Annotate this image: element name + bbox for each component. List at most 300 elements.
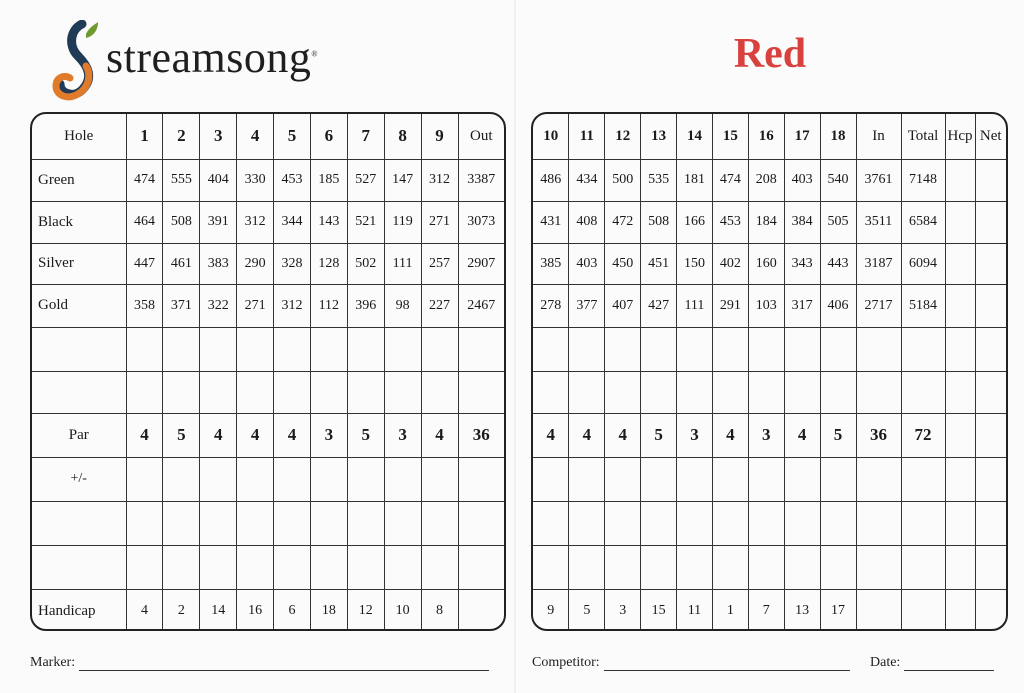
score-cell[interactable]: [820, 457, 856, 501]
par-cell: 5: [163, 413, 200, 457]
score-cell[interactable]: [274, 457, 311, 501]
yardage-cell: 427: [641, 284, 677, 327]
score-cell[interactable]: [384, 327, 421, 371]
tee-label: Silver: [32, 243, 126, 284]
score-cell[interactable]: [237, 327, 274, 371]
hole-number: 15: [712, 114, 748, 159]
yardage-cell: 3511: [856, 201, 901, 243]
front-yardage-row: [32, 159, 504, 201]
tee-label: Green: [32, 159, 126, 201]
score-cell[interactable]: [533, 545, 569, 589]
front-handicap-row: [32, 589, 504, 631]
score-cell[interactable]: [310, 457, 347, 501]
front-blank-row: [32, 327, 504, 371]
score-cell[interactable]: [641, 545, 677, 589]
score-cell[interactable]: [533, 371, 569, 413]
yardage-cell[interactable]: [945, 284, 975, 327]
back-nine-grid: [531, 112, 1008, 631]
score-cell[interactable]: [748, 327, 784, 371]
score-cell[interactable]: [384, 545, 421, 589]
score-cell[interactable]: [712, 545, 748, 589]
score-cell[interactable]: [237, 371, 274, 413]
front-yardage-row: [32, 243, 504, 284]
par-cell: 36: [856, 413, 901, 457]
yardage-cell: 447: [126, 243, 163, 284]
score-cell[interactable]: [975, 501, 1006, 545]
score-cell[interactable]: [347, 371, 384, 413]
hole-label: Hole: [32, 114, 126, 159]
yardage-cell: 540: [820, 159, 856, 201]
back-par-row: [533, 413, 1006, 457]
score-cell[interactable]: [901, 457, 945, 501]
plusminus-label: +/-: [32, 457, 126, 501]
par-cell[interactable]: [975, 413, 1006, 457]
score-cell[interactable]: [421, 545, 458, 589]
back-yardage-row: [533, 284, 1006, 327]
yardage-cell: 383: [200, 243, 237, 284]
hole-number: 7: [347, 114, 384, 159]
score-cell[interactable]: [784, 371, 820, 413]
yardage-cell: 147: [384, 159, 421, 201]
hole-number: 17: [784, 114, 820, 159]
score-cell[interactable]: [641, 327, 677, 371]
yardage-cell: 508: [641, 201, 677, 243]
yardage-cell[interactable]: [975, 284, 1006, 327]
yardage-cell: 278: [533, 284, 569, 327]
score-cell[interactable]: [901, 501, 945, 545]
streamsong-logo: [52, 20, 332, 104]
yardage-cell: 521: [347, 201, 384, 243]
score-cell[interactable]: [32, 545, 126, 589]
score-cell[interactable]: [856, 457, 901, 501]
yardage-cell: 403: [569, 243, 605, 284]
score-cell[interactable]: [458, 457, 504, 501]
handicap-cell: 1: [712, 589, 748, 631]
date-line[interactable]: [904, 670, 994, 671]
score-cell[interactable]: [856, 545, 901, 589]
handicap-cell[interactable]: [901, 589, 945, 631]
par-cell: 4: [126, 413, 163, 457]
hole-number: 9: [421, 114, 458, 159]
score-cell[interactable]: [421, 371, 458, 413]
hole-number: 16: [748, 114, 784, 159]
score-cell[interactable]: [310, 501, 347, 545]
yardage-cell: 474: [126, 159, 163, 201]
par-cell: 3: [748, 413, 784, 457]
back-blank-row: [533, 545, 1006, 589]
score-cell[interactable]: [347, 457, 384, 501]
handicap-cell: 7: [748, 589, 784, 631]
score-cell[interactable]: [347, 501, 384, 545]
score-cell[interactable]: [200, 545, 237, 589]
yardage-cell: 500: [605, 159, 641, 201]
score-cell[interactable]: [856, 371, 901, 413]
score-cell[interactable]: [200, 371, 237, 413]
score-cell[interactable]: [820, 371, 856, 413]
yardage-cell: 328: [274, 243, 311, 284]
handicap-cell: 9: [533, 589, 569, 631]
yardage-cell: 505: [820, 201, 856, 243]
yardage-cell: 312: [237, 201, 274, 243]
handicap-cell: 8: [421, 589, 458, 631]
yardage-cell: 404: [200, 159, 237, 201]
yardage-cell: 6094: [901, 243, 945, 284]
yardage-cell: 128: [310, 243, 347, 284]
marker-field[interactable]: [30, 655, 489, 671]
handicap-cell[interactable]: [856, 589, 901, 631]
competitor-label: Competitor:: [532, 655, 600, 670]
score-cell[interactable]: [856, 327, 901, 371]
par-cell: 4: [784, 413, 820, 457]
front-plusminus-row: [32, 457, 504, 501]
tee-label: Gold: [32, 284, 126, 327]
yardage-cell: 431: [533, 201, 569, 243]
hole-number: Out: [458, 114, 504, 159]
yardage-cell: 290: [237, 243, 274, 284]
back-blank-row: [533, 457, 1006, 501]
score-cell[interactable]: [945, 501, 975, 545]
score-cell[interactable]: [820, 501, 856, 545]
handicap-cell: 13: [784, 589, 820, 631]
score-cell[interactable]: [975, 545, 1006, 589]
par-cell: 5: [820, 413, 856, 457]
yardage-cell: 408: [569, 201, 605, 243]
handicap-cell: 16: [237, 589, 274, 631]
yardage-cell[interactable]: [945, 243, 975, 284]
yardage-cell: 330: [237, 159, 274, 201]
score-cell[interactable]: [384, 371, 421, 413]
hole-number: 2: [163, 114, 200, 159]
yardage-cell: 486: [533, 159, 569, 201]
score-cell[interactable]: [533, 501, 569, 545]
yardage-cell: 150: [677, 243, 713, 284]
yardage-cell[interactable]: [945, 159, 975, 201]
score-cell[interactable]: [163, 457, 200, 501]
yardage-cell: 312: [421, 159, 458, 201]
score-cell[interactable]: [677, 327, 713, 371]
front-blank-row: [32, 371, 504, 413]
yardage-cell: 103: [748, 284, 784, 327]
score-cell[interactable]: [126, 457, 163, 501]
score-cell[interactable]: [975, 457, 1006, 501]
score-cell[interactable]: [856, 501, 901, 545]
par-cell: 4: [237, 413, 274, 457]
score-cell[interactable]: [677, 457, 713, 501]
score-cell[interactable]: [641, 457, 677, 501]
score-cell[interactable]: [945, 327, 975, 371]
front-nine-grid: [30, 112, 506, 631]
front-yardage-row: [32, 284, 504, 327]
score-cell[interactable]: [458, 545, 504, 589]
yardage-cell: 461: [163, 243, 200, 284]
score-cell[interactable]: [975, 327, 1006, 371]
handicap-cell: 6: [274, 589, 311, 631]
score-cell[interactable]: [32, 501, 126, 545]
score-cell[interactable]: [458, 501, 504, 545]
par-cell: 4: [421, 413, 458, 457]
par-label: Par: [32, 413, 126, 457]
handicap-label: Handicap: [32, 589, 126, 631]
yardage-cell: 474: [712, 159, 748, 201]
score-cell[interactable]: [237, 501, 274, 545]
yardage-cell: 453: [712, 201, 748, 243]
handicap-cell[interactable]: [945, 589, 975, 631]
par-cell: 4: [712, 413, 748, 457]
score-cell[interactable]: [901, 371, 945, 413]
score-cell[interactable]: [784, 501, 820, 545]
score-cell[interactable]: [975, 371, 1006, 413]
score-cell[interactable]: [784, 545, 820, 589]
score-cell[interactable]: [163, 327, 200, 371]
yardage-cell: 527: [347, 159, 384, 201]
score-cell[interactable]: [605, 545, 641, 589]
score-cell[interactable]: [569, 327, 605, 371]
back-handicap-row: [533, 589, 1006, 631]
score-cell[interactable]: [274, 501, 311, 545]
back-yardage-row: [533, 159, 1006, 201]
score-cell[interactable]: [748, 371, 784, 413]
yardage-cell: 453: [274, 159, 311, 201]
par-cell: 72: [901, 413, 945, 457]
yardage-cell: 371: [163, 284, 200, 327]
score-cell[interactable]: [605, 501, 641, 545]
handicap-cell: [458, 589, 504, 631]
summary-header: Total: [901, 114, 945, 159]
score-cell[interactable]: [200, 327, 237, 371]
score-cell[interactable]: [421, 501, 458, 545]
yardage-cell: 450: [605, 243, 641, 284]
blank-label-cell[interactable]: [32, 327, 126, 371]
hole-number: 18: [820, 114, 856, 159]
yardage-cell: 535: [641, 159, 677, 201]
handicap-cell: 10: [384, 589, 421, 631]
score-cell[interactable]: [748, 545, 784, 589]
score-cell[interactable]: [712, 457, 748, 501]
par-cell: 4: [274, 413, 311, 457]
tee-title: Red: [733, 31, 807, 77]
score-cell[interactable]: [820, 327, 856, 371]
yardage-cell: 111: [677, 284, 713, 327]
score-cell[interactable]: [569, 457, 605, 501]
yardage-cell: 271: [421, 201, 458, 243]
yardage-cell: 3187: [856, 243, 901, 284]
score-cell[interactable]: [126, 545, 163, 589]
score-cell[interactable]: [458, 327, 504, 371]
yardage-cell[interactable]: [975, 159, 1006, 201]
front-yardage-row: [32, 201, 504, 243]
score-cell[interactable]: [310, 545, 347, 589]
hole-number: 5: [274, 114, 311, 159]
score-cell[interactable]: [748, 457, 784, 501]
yardage-cell: 291: [712, 284, 748, 327]
yardage-cell: 396: [347, 284, 384, 327]
yardage-cell: 143: [310, 201, 347, 243]
yardage-cell: 2907: [458, 243, 504, 284]
yardage-cell: 555: [163, 159, 200, 201]
score-cell[interactable]: [677, 501, 713, 545]
yardage-cell: 6584: [901, 201, 945, 243]
score-cell[interactable]: [310, 371, 347, 413]
yardage-cell: 111: [384, 243, 421, 284]
marker-label: Marker:: [30, 655, 76, 670]
score-cell[interactable]: [384, 457, 421, 501]
back-yardage-row: [533, 201, 1006, 243]
competitor-field[interactable]: [532, 655, 850, 671]
score-cell[interactable]: [310, 327, 347, 371]
score-cell[interactable]: [126, 371, 163, 413]
score-cell[interactable]: [784, 327, 820, 371]
yardage-cell: 119: [384, 201, 421, 243]
score-cell[interactable]: [605, 327, 641, 371]
score-cell[interactable]: [421, 457, 458, 501]
summary-header: Hcp: [945, 114, 975, 159]
tee-label: Black: [32, 201, 126, 243]
marker-line[interactable]: [79, 670, 489, 671]
score-cell[interactable]: [901, 327, 945, 371]
score-cell[interactable]: [677, 545, 713, 589]
hole-number: 3: [200, 114, 237, 159]
handicap-cell[interactable]: [975, 589, 1006, 631]
score-cell[interactable]: [237, 457, 274, 501]
score-cell[interactable]: [945, 545, 975, 589]
score-cell[interactable]: [274, 327, 311, 371]
hole-number: 8: [384, 114, 421, 159]
score-cell[interactable]: [126, 501, 163, 545]
back-header-row: [533, 114, 1006, 159]
score-cell[interactable]: [347, 545, 384, 589]
score-cell[interactable]: [712, 501, 748, 545]
score-cell[interactable]: [641, 371, 677, 413]
yardage-cell: 322: [200, 284, 237, 327]
score-cell[interactable]: [712, 371, 748, 413]
yardage-cell: 443: [820, 243, 856, 284]
par-cell: 3: [310, 413, 347, 457]
yardage-cell: 377: [569, 284, 605, 327]
summary-header: Net: [975, 114, 1006, 159]
yardage-cell[interactable]: [975, 243, 1006, 284]
yardage-cell: 112: [310, 284, 347, 327]
yardage-cell: 451: [641, 243, 677, 284]
score-cell[interactable]: [945, 371, 975, 413]
score-cell[interactable]: [641, 501, 677, 545]
par-cell: 3: [677, 413, 713, 457]
score-cell[interactable]: [945, 457, 975, 501]
yardage-cell: 508: [163, 201, 200, 243]
par-cell: 4: [200, 413, 237, 457]
score-cell[interactable]: [605, 371, 641, 413]
hole-number: 13: [641, 114, 677, 159]
front-blank-row: [32, 545, 504, 589]
yardage-cell: 7148: [901, 159, 945, 201]
score-cell[interactable]: [384, 501, 421, 545]
score-cell[interactable]: [237, 545, 274, 589]
score-cell[interactable]: [347, 327, 384, 371]
card-fold: [514, 0, 516, 693]
yardage-cell: 2717: [856, 284, 901, 327]
brand-wordmark: streamsong®: [106, 33, 318, 82]
handicap-cell: 18: [310, 589, 347, 631]
score-cell[interactable]: [421, 327, 458, 371]
handicap-cell: 2: [163, 589, 200, 631]
hole-number: 4: [237, 114, 274, 159]
score-cell[interactable]: [712, 327, 748, 371]
score-cell[interactable]: [784, 457, 820, 501]
yardage-cell: 406: [820, 284, 856, 327]
score-cell[interactable]: [569, 371, 605, 413]
yardage-cell: 343: [784, 243, 820, 284]
score-cell[interactable]: [274, 371, 311, 413]
competitor-line[interactable]: [604, 670, 850, 671]
yardage-cell: 3073: [458, 201, 504, 243]
blank-label-cell[interactable]: [32, 371, 126, 413]
hole-number: 10: [533, 114, 569, 159]
yardage-cell: 166: [677, 201, 713, 243]
handicap-cell: 5: [569, 589, 605, 631]
hole-number: 14: [677, 114, 713, 159]
yardage-cell: 402: [712, 243, 748, 284]
score-cell[interactable]: [901, 545, 945, 589]
yardage-cell: 208: [748, 159, 784, 201]
back-blank-row: [533, 501, 1006, 545]
score-cell[interactable]: [163, 501, 200, 545]
date-field[interactable]: [870, 655, 994, 671]
back-yardage-row: [533, 243, 1006, 284]
yardage-cell: 5184: [901, 284, 945, 327]
yardage-cell: 184: [748, 201, 784, 243]
score-cell[interactable]: [605, 457, 641, 501]
score-cell[interactable]: [274, 545, 311, 589]
yardage-cell: 385: [533, 243, 569, 284]
score-cell[interactable]: [163, 371, 200, 413]
handicap-cell: 14: [200, 589, 237, 631]
front-header-row: [32, 114, 504, 159]
score-cell[interactable]: [677, 371, 713, 413]
yardage-cell[interactable]: [945, 201, 975, 243]
back-blank-row: [533, 327, 1006, 371]
yardage-cell: 502: [347, 243, 384, 284]
hole-number: 11: [569, 114, 605, 159]
score-cell[interactable]: [200, 501, 237, 545]
yardage-cell: 344: [274, 201, 311, 243]
par-cell: 3: [384, 413, 421, 457]
par-cell: 4: [605, 413, 641, 457]
score-cell[interactable]: [533, 327, 569, 371]
yardage-cell: 271: [237, 284, 274, 327]
hole-number: 1: [126, 114, 163, 159]
front-par-row: [32, 413, 504, 457]
score-cell[interactable]: [200, 457, 237, 501]
yardage-cell: 407: [605, 284, 641, 327]
score-cell[interactable]: [820, 545, 856, 589]
score-cell[interactable]: [569, 501, 605, 545]
back-blank-row: [533, 371, 1006, 413]
par-cell[interactable]: [945, 413, 975, 457]
yardage-cell: 384: [784, 201, 820, 243]
par-cell: 5: [347, 413, 384, 457]
yardage-cell: 472: [605, 201, 641, 243]
handicap-cell: 4: [126, 589, 163, 631]
score-cell[interactable]: [126, 327, 163, 371]
score-cell[interactable]: [533, 457, 569, 501]
yardage-cell[interactable]: [975, 201, 1006, 243]
score-cell[interactable]: [458, 371, 504, 413]
yardage-cell: 2467: [458, 284, 504, 327]
date-label: Date:: [870, 655, 901, 670]
yardage-cell: 317: [784, 284, 820, 327]
score-cell[interactable]: [163, 545, 200, 589]
score-cell[interactable]: [748, 501, 784, 545]
score-cell[interactable]: [569, 545, 605, 589]
